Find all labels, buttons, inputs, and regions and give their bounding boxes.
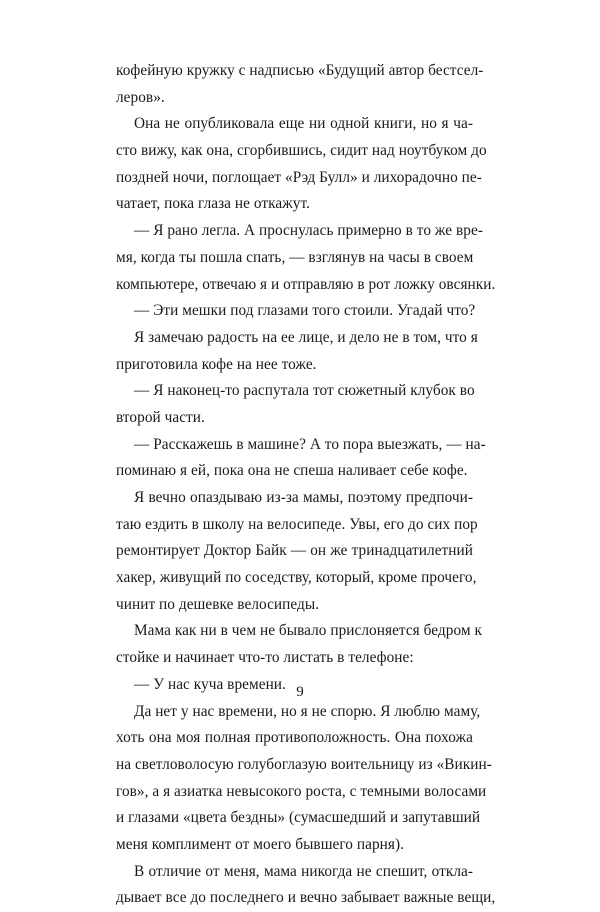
text-line: второй части.: [116, 408, 205, 426]
text-line: чатает, пока глаза не откажут.: [116, 195, 310, 213]
text-line: ремонтирует Доктор Байк — он же тринадцатилетний: [116, 542, 473, 560]
text-line: — Я рано легла. А проснулась примерно в то же вре-: [134, 222, 483, 240]
text-line: стойке и начинает что-то листать в телефоне:: [116, 649, 414, 667]
text-line: — Расскажешь в машине? А то пора выезжать, — на-: [134, 435, 486, 453]
text-line: Мама как ни в чем не бывало прислоняется бедром к: [134, 622, 482, 640]
text-line: дывает все до последнего и вечно забывает важные вещи,: [116, 889, 496, 907]
text-line: меня комплимент от моего бывшего парня).: [116, 835, 404, 853]
text-line: леров».: [116, 88, 165, 106]
text-line: Я замечаю радость на ее лице, и дело не в том, что я: [134, 328, 478, 346]
text-line: — У нас куча времени.: [134, 675, 286, 693]
text-line: кофейную кружку с надписью «Будущий автор бестсел-: [116, 62, 484, 79]
text-line: чинит по дешевке велосипеды.: [116, 595, 320, 613]
text-line: Она не опубликовала еще ни одной книги, но я ча-: [134, 115, 473, 133]
text-line: хакер, живущий по соседству, который, кроме прочего,: [116, 569, 477, 587]
page-number: 9: [296, 684, 304, 700]
body-text: [116, 58, 496, 912]
text-line: Я вечно опаздываю из-за мамы, поэтому предпочи-: [134, 489, 473, 506]
text-line: — Эти мешки под глазами того стоили. Угадай что?: [134, 302, 476, 320]
text-line: В отличие от меня, мама никогда не спешит, откла-: [134, 862, 473, 880]
text-line: — Я наконец-то распутала тот сюжетный клубок во: [134, 382, 475, 400]
text-line: Да нет у нас времени, но я не спорю. Я люблю маму,: [134, 702, 481, 720]
text-line: мя, когда ты пошла спать, — взглянув на часы в своем: [116, 248, 474, 266]
text-line: на светловолосую голубоглазую воительницу из «Викин-: [116, 755, 492, 773]
text-line: компьютере, отвечаю я и отправляю в рот ложку овсянки.: [116, 275, 496, 293]
text-line: поздней ночи, поглощает «Рэд Булл» и лихорадочно пе-: [116, 168, 482, 186]
text-line: приготовила кофе на нее тоже.: [116, 355, 317, 373]
text-line: сто вижу, как она, сгорбившись, сидит над ноутбуком до: [116, 142, 487, 160]
text-line: таю ездить в школу на велосипеде. Увы, его до сих пор: [116, 515, 478, 533]
text-line: и глазами «цвета бездны» (сумасшедший и запутавший: [116, 809, 481, 827]
text-line: поминаю я ей, пока она не спеша наливает себе кофе.: [116, 462, 468, 480]
text-line: хоть она моя полная противоположность. Она похожа: [116, 729, 473, 747]
text-line: гов», а я азиатка невысокого роста, с темными волосами: [116, 782, 487, 800]
